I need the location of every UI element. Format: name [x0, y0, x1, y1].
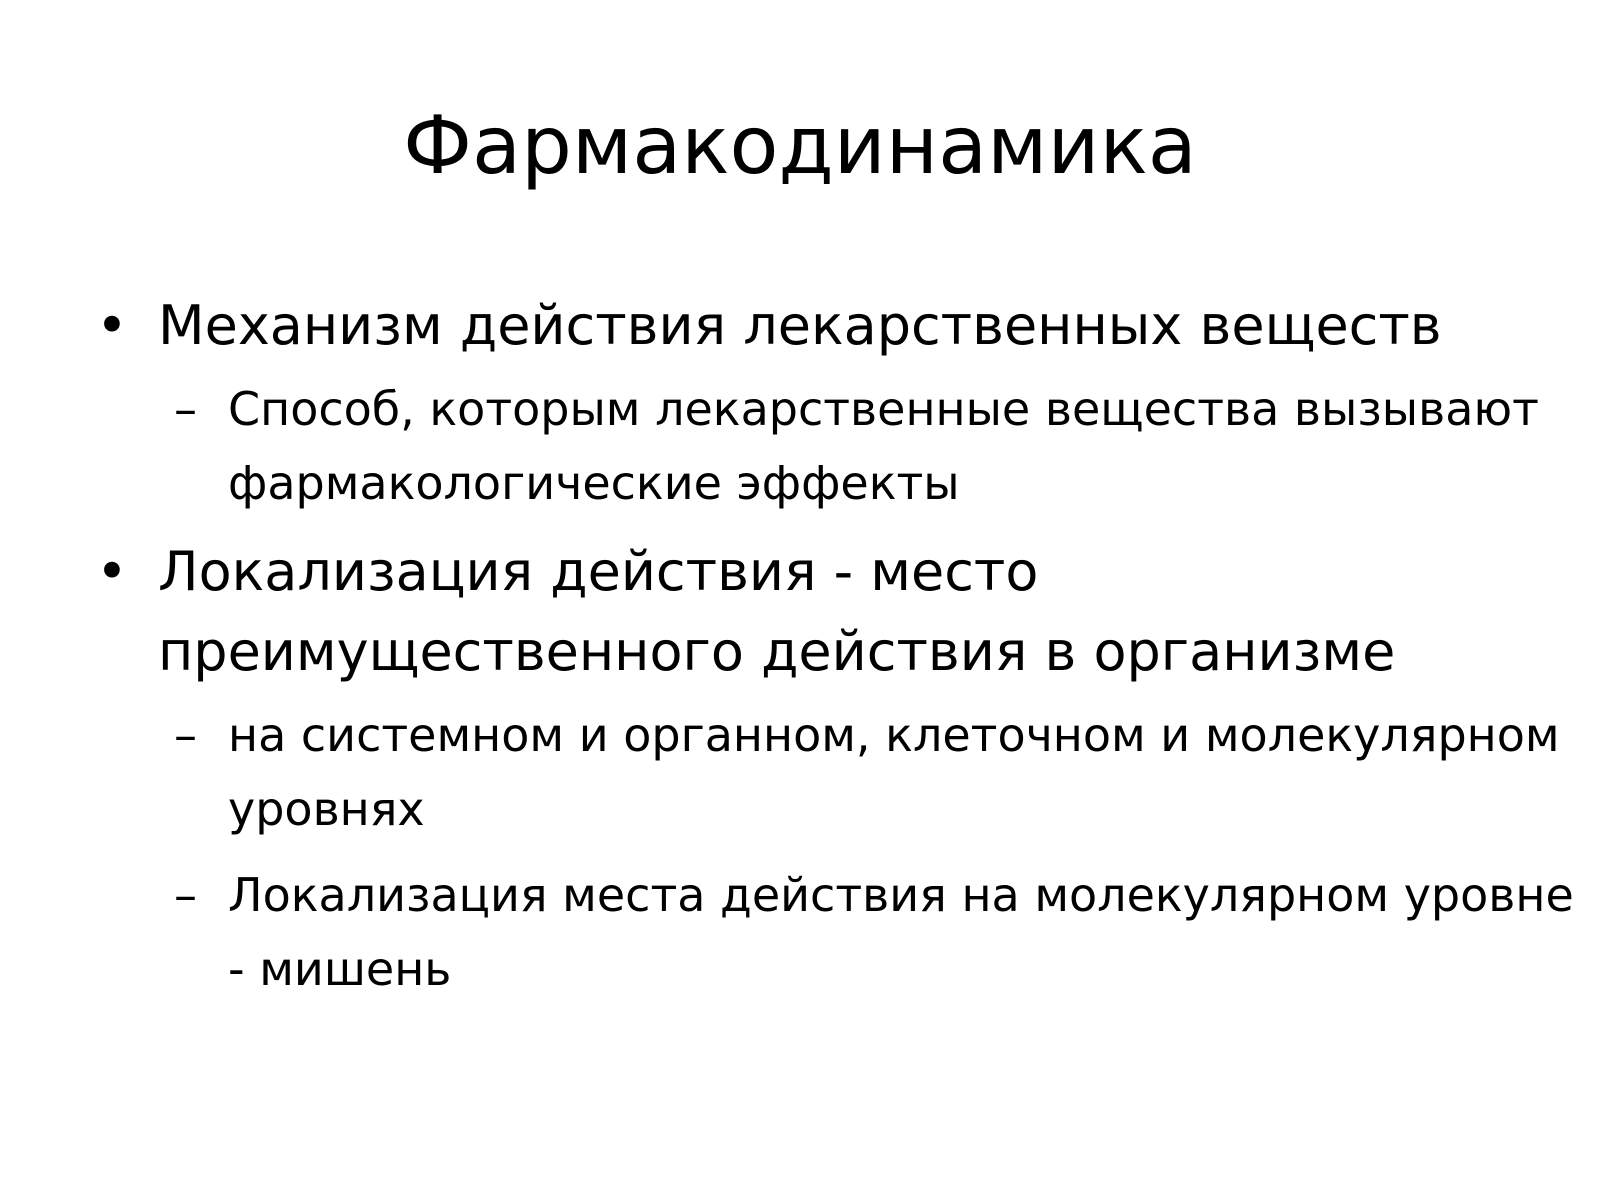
- bullet-list: [96, 286, 1576, 1018]
- sub-bullet-text: на системном и органном, клеточном и молекулярном уровнях: [228, 708, 1560, 836]
- dash-marker: –: [174, 868, 197, 922]
- dash-marker: –: [174, 708, 197, 762]
- bullet-marker: •: [96, 294, 128, 357]
- sub-bullet-text: Локализация места действия на молекулярном уровне - мишень: [228, 868, 1574, 996]
- bullet-text: Механизм действия лекарственных веществ: [158, 294, 1442, 357]
- sub-bullet-item: [174, 858, 1576, 1006]
- slide-title: Фармакодинамика: [403, 99, 1197, 192]
- sub-bullet-item: [174, 698, 1576, 846]
- bullet-item: [96, 532, 1576, 692]
- sub-bullet-text: Способ, которым лекарственные вещества вызывают фармакологические эффекты: [228, 382, 1539, 510]
- sub-bullet-item: [174, 372, 1576, 520]
- dash-marker: –: [174, 382, 197, 436]
- bullet-marker: •: [96, 540, 128, 603]
- bullet-text: Локализация действия - место преимущественного действия в организме: [158, 540, 1396, 683]
- bullet-item: [96, 286, 1576, 366]
